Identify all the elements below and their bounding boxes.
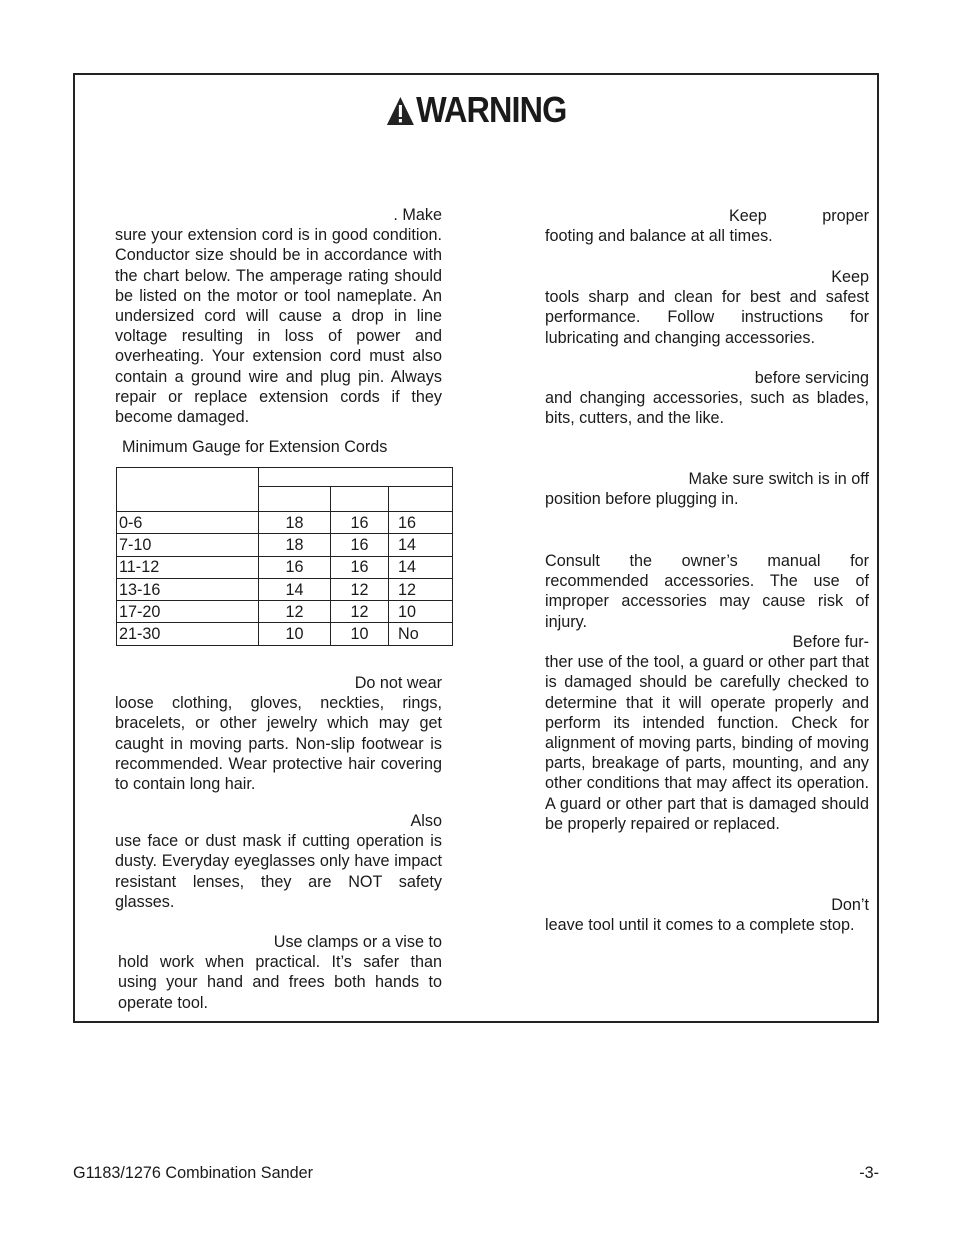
- secure-work-paragraph: Use clamps or a vise to hold work when practical. It’s safer than using your hand and frees both hands to operate tool.: [118, 933, 442, 1012]
- clothing-paragraph: Do not wear loose clothing, gloves, neckties, rings, bracelets, or other jewelry which may get caught in moving parts. Non-slip footwear is recommended. Wear protective hair covering to contain long hair.: [115, 674, 442, 794]
- table-cell-gauge: 12: [331, 601, 389, 623]
- warning-title: WARNING: [416, 89, 567, 130]
- table-cell-gauge: 18: [259, 512, 331, 534]
- table-row: [117, 601, 453, 623]
- warning-heading: [115, 89, 837, 131]
- table-row: [117, 534, 453, 556]
- table-cell-gauge: 10: [389, 601, 453, 623]
- table-row: [117, 556, 453, 578]
- unattended-paragraph: Don’t leave tool until it comes to a complete stop.: [545, 896, 869, 935]
- table-cell-gauge: 10: [259, 623, 331, 645]
- table-cell-gauge: 18: [259, 534, 331, 556]
- warning-triangle-icon: [386, 96, 415, 126]
- table-cell-gauge: 16: [331, 512, 389, 534]
- page-number: -3-: [859, 1164, 879, 1182]
- table-cell-amps: 21-30: [117, 623, 259, 645]
- table-cell-gauge: 16: [389, 512, 453, 534]
- maintain-tools-paragraph: Keep tools sharp and clean for best and safest performance. Follow instructions for lubricating and changing accessories.: [545, 268, 869, 347]
- table-cell-gauge: 12: [389, 578, 453, 600]
- table-row: [117, 623, 453, 645]
- table-cell-gauge: No: [389, 623, 453, 645]
- table-cell-gauge: 16: [331, 556, 389, 578]
- damaged-parts-paragraph: Before fur- ther use of the tool, a guard or other part that is damaged should be carefully checked to determine that it will operate properly and perform its intended function. Check for alignment of moving parts, binding of moving parts, breakage of parts, mounting, and any other conditions that may affect its operation. A guard or other part that is damaged should be properly repaired or replaced.: [545, 633, 869, 833]
- eye-protection-paragraph: Also use face or dust mask if cutting operation is dusty. Everyday eyeglasses only have impact resistant lenses, they are NOT safety glasses.: [115, 812, 442, 911]
- table-cell-amps: 11-12: [117, 556, 259, 578]
- table-cell-amps: 7-10: [117, 534, 259, 556]
- table-header-row: [117, 468, 453, 487]
- table-cell-gauge: 10: [331, 623, 389, 645]
- table-cell-gauge: 16: [331, 534, 389, 556]
- footing-paragraph: Keep proper footing and balance at all times.: [545, 207, 869, 246]
- switch-paragraph: Make sure switch is in off position before plugging in.: [545, 470, 869, 509]
- extension-cord-table: [116, 467, 453, 646]
- table-cell-amps: 13-16: [117, 578, 259, 600]
- table-row: [117, 578, 453, 600]
- table-cell-gauge: 14: [389, 534, 453, 556]
- footer-title: G1183/1276 Combination Sander: [73, 1164, 313, 1182]
- table-cell-gauge: 16: [259, 556, 331, 578]
- disconnect-paragraph: before servicing and changing accessories, such as blades, bits, cutters, and the like.: [545, 369, 869, 428]
- table-row: [117, 512, 453, 534]
- table-cell-gauge: 12: [331, 578, 389, 600]
- extension-cord-paragraph: . Make sure your extension cord is in good condition. Conductor size should be in accordance with the chart below. The amperage rating should be listed on the motor or tool nameplate. An undersized cord will cause a drop in line voltage resulting in loss of power and overheating. Your extension cord must also contain a ground wire and plug pin. Always repair or replace extension cords if they become damaged.: [115, 206, 442, 427]
- table-title: Minimum Gauge for Extension Cords: [122, 438, 388, 456]
- table-cell-gauge: 14: [259, 578, 331, 600]
- table-cell-amps: 17-20: [117, 601, 259, 623]
- table-cell-gauge: 12: [259, 601, 331, 623]
- accessories-paragraph: Consult the owner’s manual for recommended accessories. The use of improper accessories may cause risk of injury.: [545, 552, 869, 631]
- table-cell-amps: 0-6: [117, 512, 259, 534]
- table-cell-gauge: 14: [389, 556, 453, 578]
